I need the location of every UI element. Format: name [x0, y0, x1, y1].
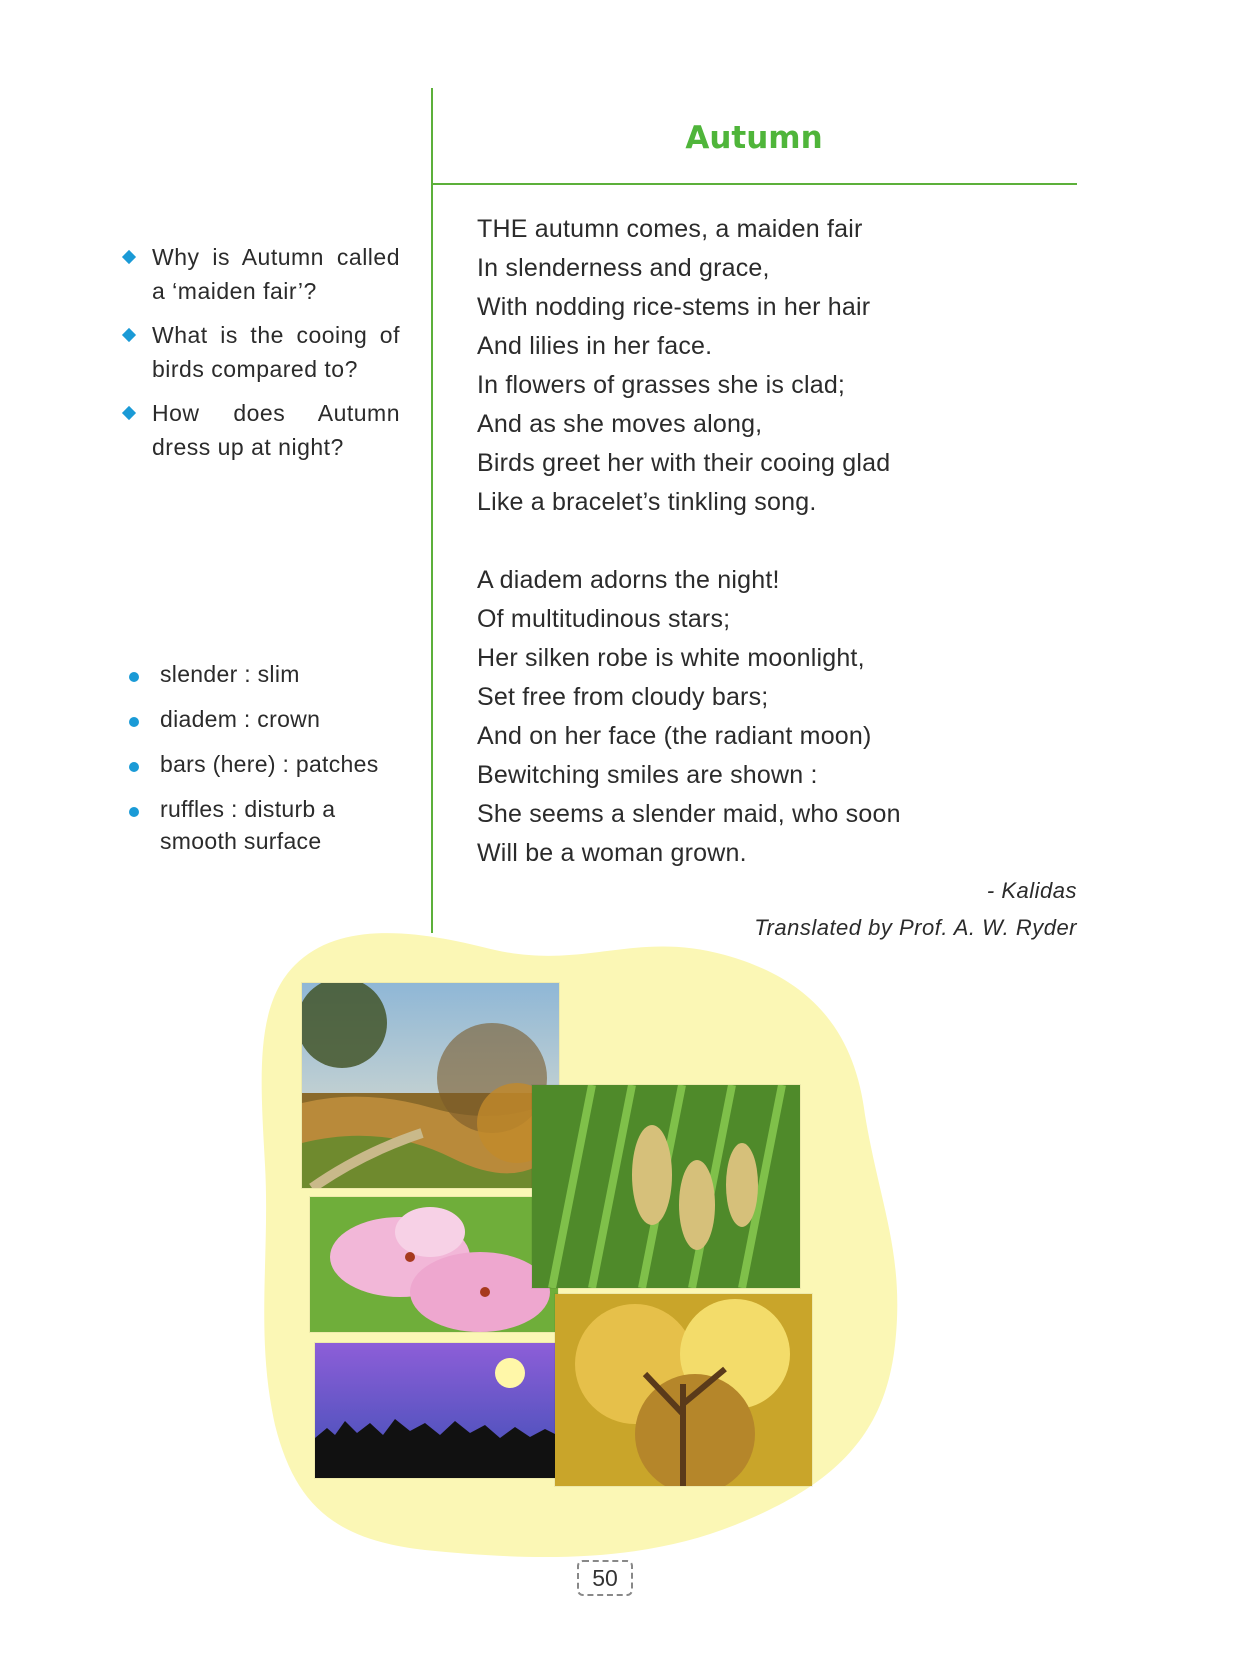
poem-line: In slenderness and grace, [477, 254, 770, 282]
question-item: How does Autumn dress up at night? [118, 396, 400, 464]
rice-stems-photo [532, 1085, 800, 1288]
poem-line: Set free from cloudy bars; [477, 683, 769, 711]
autumn-tree-photo [555, 1294, 812, 1486]
poem-line: Will be a woman grown. [477, 839, 747, 867]
moonlit-night-photo [315, 1343, 565, 1478]
diamond-bullet-icon [122, 250, 136, 264]
poem-line: And on her face (the radiant moon) [477, 722, 872, 750]
margin-questions [118, 240, 400, 474]
stanza-2 [477, 561, 1077, 873]
dot-bullet-icon [129, 762, 139, 772]
poem-line: Her silken robe is white moonlight, [477, 644, 865, 672]
glossary-item: ruffles : disturb a smooth surface [118, 793, 400, 857]
dot-bullet-icon [129, 807, 139, 817]
diamond-bullet-icon [122, 406, 136, 420]
poem-line: Birds greet her with their cooing glad [477, 449, 891, 477]
poem-body [477, 210, 1077, 912]
column-divider [431, 88, 433, 933]
question-item: What is the cooing of birds compared to? [118, 318, 400, 386]
dot-bullet-icon [129, 672, 139, 682]
page-number: 50 [577, 1560, 633, 1596]
poem-line: A diadem adorns the night! [477, 566, 780, 594]
glossary [118, 658, 400, 870]
diamond-bullet-icon [122, 328, 136, 342]
question-item: Why is Autumn called a ‘maiden fair’? [118, 240, 400, 308]
poem-line: THE autumn comes, a maiden fair [477, 215, 863, 243]
landscape-photo [302, 983, 559, 1188]
poem-line: Of multitudinous stars; [477, 605, 731, 633]
poem-line: With nodding rice-stems in her hair [477, 293, 871, 321]
poem-line: And lilies in her face. [477, 332, 713, 360]
poem-line: She seems a slender maid, who soon [477, 800, 901, 828]
poem-line: Like a bracelet’s tinkling song. [477, 488, 817, 516]
glossary-item: diadem : crown [118, 703, 400, 735]
dot-bullet-icon [129, 717, 139, 727]
poem-title: Autumn [685, 120, 823, 156]
author-name: - Kalidas [986, 878, 1077, 903]
poem-line: Bewitching smiles are shown : [477, 761, 818, 789]
poem-line: In flowers of grasses she is clad; [477, 371, 846, 399]
translator-credit: Translated by Prof. A. W. Ryder [754, 915, 1077, 940]
glossary-item: bars (here) : patches [118, 748, 400, 780]
lily-flowers-photo [310, 1197, 558, 1332]
glossary-item: slender : slim [118, 658, 400, 690]
poem-line: And as she moves along, [477, 410, 763, 438]
title-underline [431, 183, 1077, 185]
stanza-1 [477, 210, 1077, 522]
autumn-photo-collage [255, 925, 915, 1570]
